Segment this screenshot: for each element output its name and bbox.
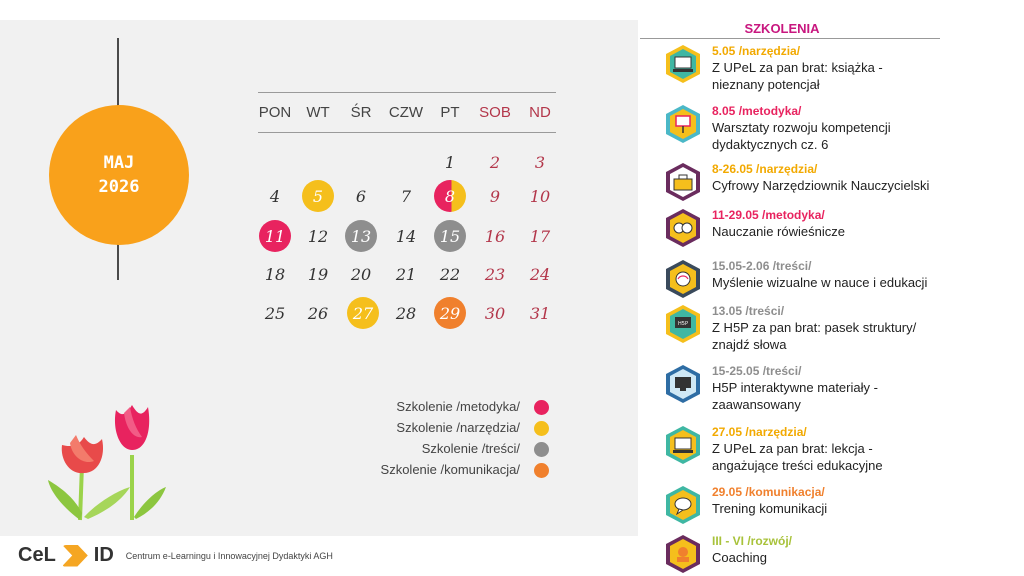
training-title-2a: Warsztaty rozwoju kompetencji xyxy=(712,120,891,135)
calendar-day-5[interactable]: 5 xyxy=(302,180,334,212)
training-title-6a: Z H5P za pan brat: pasek struktury/ xyxy=(712,320,917,335)
training-date-2: 8.05 /metodyka/ xyxy=(712,104,802,118)
calendar-day-24[interactable]: 24 xyxy=(529,264,551,284)
chat-badge-icon xyxy=(664,485,702,525)
month-badge xyxy=(49,105,189,245)
logo-mark-right: ID xyxy=(93,544,114,566)
calendar-day-6[interactable]: 6 xyxy=(355,186,367,206)
calendar-day-3[interactable]: 3 xyxy=(534,152,546,172)
h5p-badge-icon xyxy=(664,304,702,344)
coaching-badge-icon xyxy=(664,534,702,574)
brain-badge-icon xyxy=(664,259,702,299)
svg-text:H5P: H5P xyxy=(678,321,688,327)
training-title-1a: Z UPeL za pan brat: książka - xyxy=(712,60,883,75)
training-title-8a: Z UPeL za pan brat: lekcja - xyxy=(712,441,873,456)
training-title-8b: angażujące treści edukacyjne xyxy=(712,458,883,473)
laptop-badge-icon xyxy=(664,44,702,84)
toolbox-badge-icon xyxy=(664,162,702,202)
calendar-day-25[interactable]: 25 xyxy=(264,303,286,323)
training-date-1: 5.05 /narzędzia/ xyxy=(712,44,801,58)
legend-dot-tresci xyxy=(534,442,549,457)
training-date-4: 11-29.05 /metodyka/ xyxy=(712,208,825,222)
calendar-top-rule xyxy=(258,92,556,93)
calendar-day-28[interactable]: 28 xyxy=(395,303,417,323)
training-date-8: 27.05 /narzędzia/ xyxy=(712,425,807,439)
day-header-mon: PON xyxy=(258,104,292,121)
day-header-sat: SOB xyxy=(479,104,511,121)
calendar-day-22[interactable]: 22 xyxy=(439,264,461,284)
day-header-tue: WT xyxy=(306,104,330,121)
calendar-day-31[interactable]: 31 xyxy=(529,303,551,323)
calendar-day-18[interactable]: 18 xyxy=(264,264,286,284)
presentation-badge-icon xyxy=(664,104,702,144)
calendar-day-12[interactable]: 12 xyxy=(307,226,329,246)
training-title-7b: zaawansowany xyxy=(712,397,801,412)
calendar-day-1[interactable]: 1 xyxy=(444,152,456,172)
calendar-day-13[interactable]: 13 xyxy=(345,220,377,252)
training-title-4: Nauczanie rówieśnicze xyxy=(712,224,845,239)
calendar-day-9[interactable]: 9 xyxy=(489,186,501,206)
calendar-day-27[interactable]: 27 xyxy=(347,297,379,329)
legend-label-metodyka: Szkolenie /metodyka/ xyxy=(396,399,520,414)
calendar-day-23[interactable]: 23 xyxy=(484,264,506,284)
calendar-day-8[interactable]: 8 xyxy=(434,180,466,212)
logo-subtitle: Centrum e-Learningu i Innowacyjnej Dydaktyki AGH xyxy=(125,550,333,561)
logo-arrow-icon xyxy=(62,545,88,567)
training-date-10: III - VI /rozwój/ xyxy=(712,534,793,548)
lesson-badge-icon xyxy=(664,425,702,465)
calendar-day-17[interactable]: 17 xyxy=(529,226,551,246)
calendar-day-16[interactable]: 16 xyxy=(484,226,506,246)
day-header-fri: PT xyxy=(440,104,460,121)
calendar-day-26[interactable]: 26 xyxy=(307,303,329,323)
day-header-thu: CZW xyxy=(388,104,424,121)
month-name: MAJ xyxy=(103,153,135,173)
calendar-day-21[interactable]: 21 xyxy=(395,264,417,284)
legend-label-tresci: Szkolenie /treści/ xyxy=(421,441,520,456)
calendar-day-10[interactable]: 10 xyxy=(529,186,551,206)
training-title-3: Cyfrowy Narzędziownik Nauczycielski xyxy=(712,178,930,193)
training-title-5: Myślenie wizualne w nauce i edukacji xyxy=(712,275,928,290)
training-title-10: Coaching xyxy=(712,550,767,565)
day-header-sun: ND xyxy=(529,104,551,121)
training-title-9: Trening komunikacji xyxy=(712,501,828,516)
legend-label-narzedzia: Szkolenie /narzędzia/ xyxy=(396,420,520,435)
training-title-2b: dydaktycznych cz. 6 xyxy=(712,137,829,152)
training-date-3: 8-26.05 /narzędzia/ xyxy=(712,162,818,176)
legend-dot-metodyka xyxy=(534,400,549,415)
masks-badge-icon xyxy=(664,208,702,248)
training-title-1b: nieznany potencjał xyxy=(712,77,820,92)
calendar-day-30[interactable]: 30 xyxy=(484,303,506,323)
calendar-day-15[interactable]: 15 xyxy=(434,220,466,252)
calendar-header-rule xyxy=(258,132,556,133)
legend-dot-komunikacja xyxy=(534,463,549,478)
calendar-day-2[interactable]: 2 xyxy=(489,152,501,172)
training-date-7: 15-25.05 /treści/ xyxy=(712,364,802,378)
day-header-wed: ŚR xyxy=(350,104,372,121)
training-title-7a: H5P interaktywne materiały - xyxy=(712,380,878,395)
cel-id-logo[interactable] xyxy=(18,544,333,567)
training-title-6b: znajdź słowa xyxy=(712,337,787,352)
month-year: 2026 xyxy=(98,177,140,197)
calendar-day-7[interactable]: 7 xyxy=(400,186,412,206)
legend-label-komunikacja: Szkolenie /komunikacja/ xyxy=(380,462,520,477)
legend-dot-narzedzia xyxy=(534,421,549,436)
monitor-badge-icon xyxy=(664,364,702,404)
calendar-day-19[interactable]: 19 xyxy=(307,264,329,284)
training-date-9: 29.05 /komunikacja/ xyxy=(712,485,825,499)
calendar-day-11[interactable]: 11 xyxy=(259,220,291,252)
tulips-illustration xyxy=(40,395,170,525)
calendar-day-20[interactable]: 20 xyxy=(350,264,372,284)
calendar-day-29[interactable]: 29 xyxy=(434,297,466,329)
training-date-6: 13.05 /treści/ xyxy=(712,304,785,318)
logo-mark-left: CeL xyxy=(18,544,56,566)
calendar-day-14[interactable]: 14 xyxy=(395,226,417,246)
training-date-5: 15.05-2.06 /treści/ xyxy=(712,259,812,273)
sidebar-rule xyxy=(640,38,940,39)
calendar-day-4[interactable]: 4 xyxy=(269,186,281,206)
sidebar-title: SZKOLENIA xyxy=(744,21,820,36)
